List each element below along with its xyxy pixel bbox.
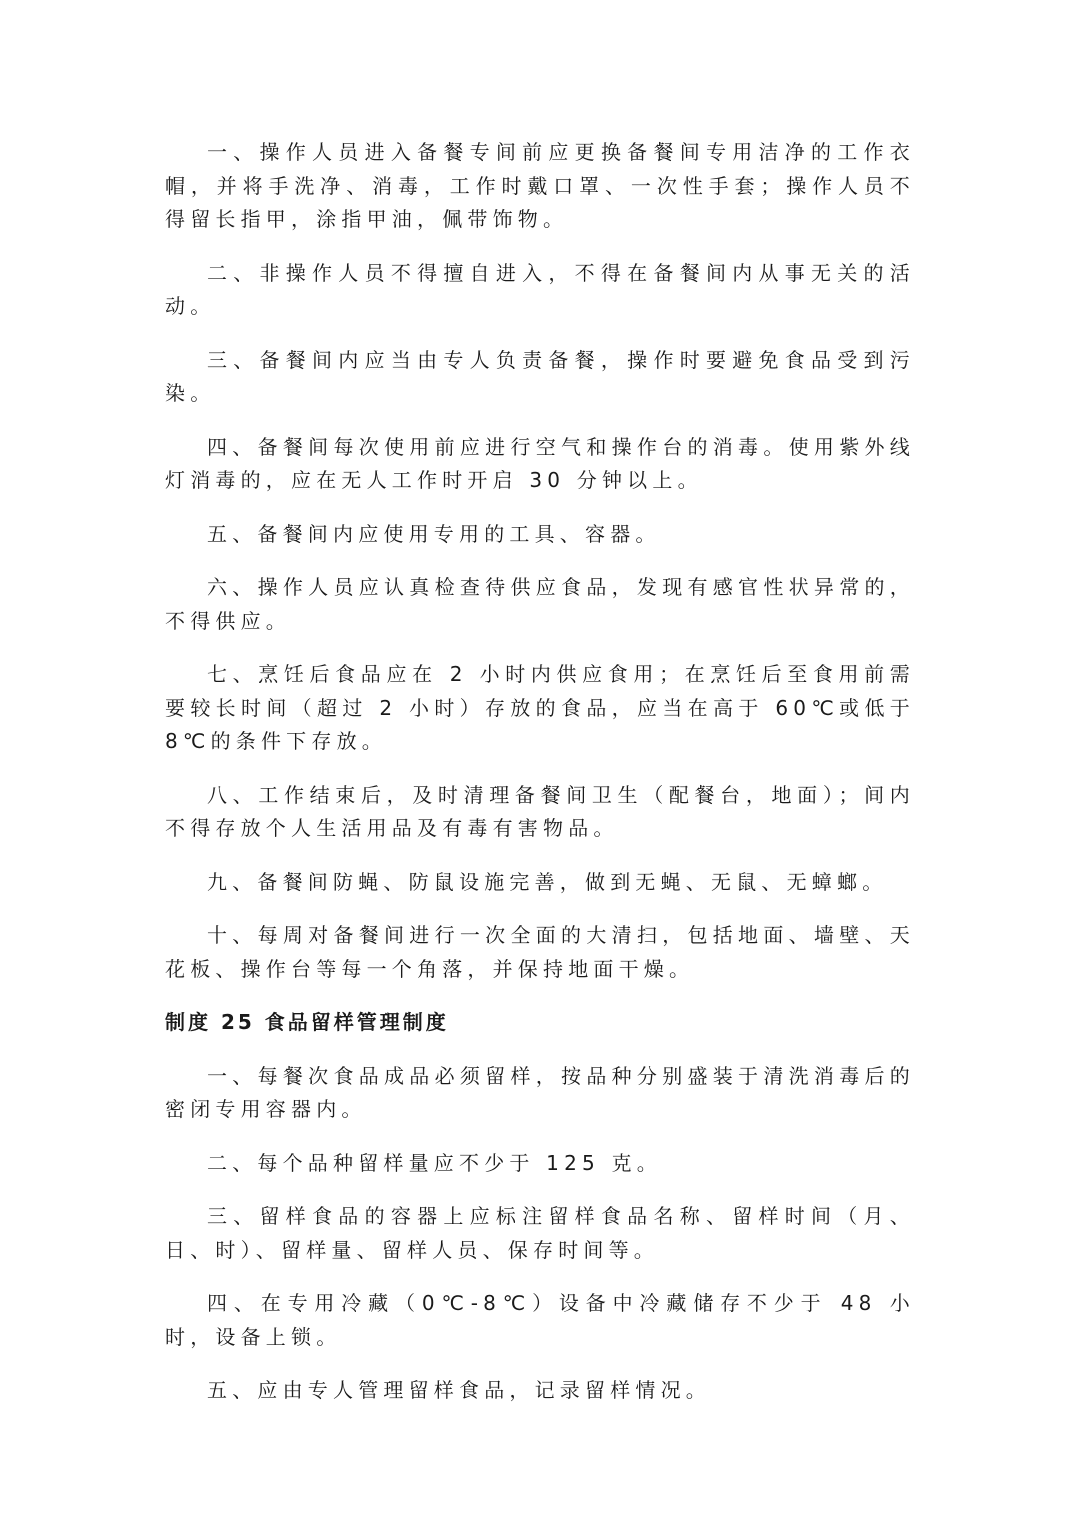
rule-paragraph: 五、应由专人管理留样食品，记录留样情况。 bbox=[207, 1378, 711, 1402]
rule-paragraph: 六、操作人员应认真检查待供应食品，发现有感官性状异常的，不得供应。 bbox=[165, 575, 915, 633]
rule-paragraph: 七、烹饪后食品应在 2 小时内供应食用；在烹饪后至食用前需要较长时间（超过 2 小时）存放的食品，应当在高于 60℃或低于 8℃的条件下存放。 bbox=[165, 662, 927, 753]
rule-paragraph: 十、每周对备餐间进行一次全面的大清扫，包括地面、墙壁、天花板、操作台等每一个角落，并保持地面干燥。 bbox=[165, 923, 915, 981]
rule-paragraph: 一、操作人员进入备餐专间前应更换备餐间专用洁净的工作衣帽，并将手洗净、消毒，工作时戴口罩、一次性手套；操作人员不得留长指甲，涂指甲油，佩带饰物。 bbox=[165, 140, 915, 231]
rule-paragraph: 四、备餐间每次使用前应进行空气和操作台的消毒。使用紫外线灯消毒的，应在无人工作时开启 30 分钟以上。 bbox=[165, 434, 915, 492]
section-heading: 制度 25 食品留样管理制度 bbox=[165, 1010, 449, 1034]
rule-paragraph: 四、在专用冷藏（0℃-8℃）设备中冷藏储存不少于 48 小时，设备上锁。 bbox=[165, 1291, 915, 1349]
document-page bbox=[165, 136, 927, 1408]
rule-paragraph: 九、备餐间防蝇、防鼠设施完善，做到无蝇、无鼠、无蟑螂。 bbox=[207, 869, 888, 894]
rule-paragraph: 二、非操作人员不得擅自进入，不得在备餐间内从事无关的活动。 bbox=[165, 260, 915, 318]
rule-paragraph: 三、留样食品的容器上应标注留样食品名称、留样时间（月、日、时）、留样量、留样人员、保存时间等。 bbox=[165, 1204, 915, 1262]
rule-paragraph: 八、工作结束后，及时清理备餐间卫生（配餐台，地面）；间内不得存放个人生活用品及有毒有害物品。 bbox=[165, 782, 915, 840]
rule-paragraph: 二、每个品种留样量应不少于 125 克。 bbox=[207, 1150, 662, 1175]
rule-paragraph: 一、每餐次食品成品必须留样，按品种分别盛装于清洗消毒后的密闭专用容器内。 bbox=[165, 1063, 915, 1121]
rule-paragraph: 五、备餐间内应使用专用的工具、容器。 bbox=[207, 521, 661, 546]
rule-paragraph: 三、备餐间内应当由专人负责备餐，操作时要避免食品受到污染。 bbox=[165, 347, 915, 405]
